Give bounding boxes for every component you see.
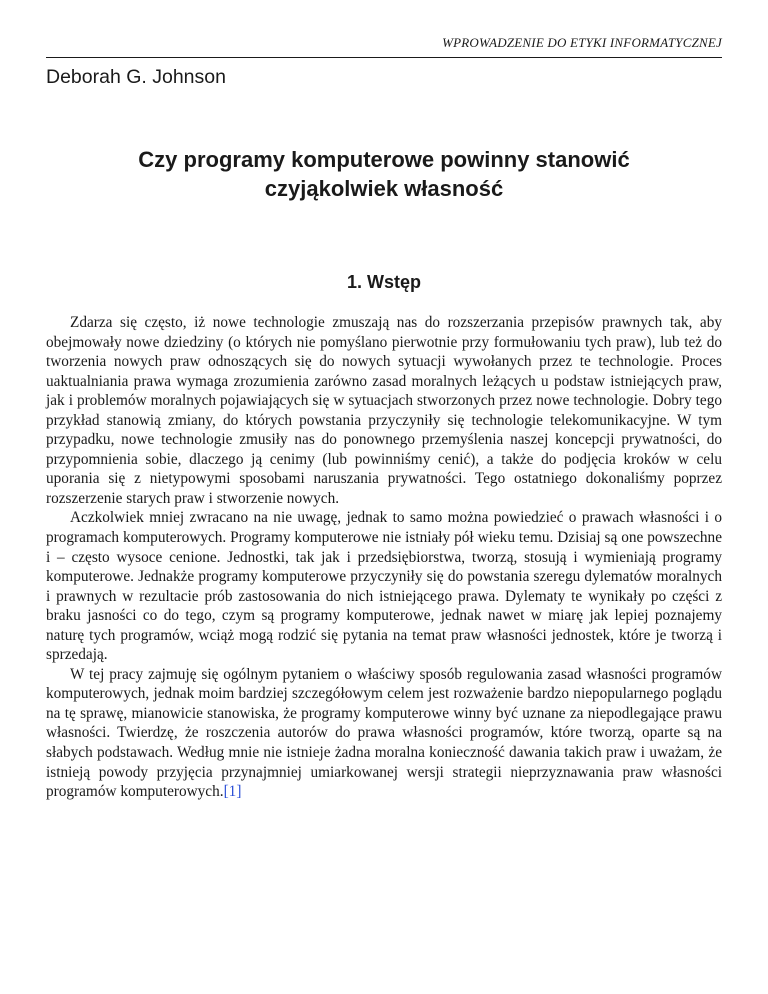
- author-name: Deborah G. Johnson: [46, 66, 226, 88]
- header-rule: [46, 57, 722, 58]
- paragraph-2: Aczkolwiek mniej zwracano na nie uwagę, jednak to samo można powiedzieć o prawach własności i o programach komputerowych. Programy komputerowe nie istniały pół wieku temu. Dzisiaj są one powszechne i – często wysoce cenione. Jednostki, tak jak i przedsiębiorstwa, tworzą, stosują i wymieniają programy komputerowe. Jednakże programy komputerowe przyczyniły się do powstania szeregu dylematów moralnych i prawnych w rezultacie prób zastosowania do nich istniejącego prawa. Dylematy te wynikały po części z braku jasności co do tego, czym są programy komputerowe, jednak nawet w miarę jak lepiej poznajemy naturę tych programów, wciąż mogą rodzić się pytania na temat praw własności jednostek, które je tworzą i sprzedają.: [46, 509, 722, 664]
- article-title-line-2: czyjąkolwiek własność: [264, 176, 504, 201]
- footnote-link[interactable]: [1]: [223, 783, 242, 801]
- section-heading: 1. Wstęp: [346, 272, 421, 292]
- body-text: [46, 313, 722, 802]
- paragraph-1: Zdarza się często, iż nowe technologie zmuszają nas do rozszerzania przepisów prawnych tak, aby obejmowały nowe dziedziny (o których nie pomyślano pierwotnie przy formułowaniu tych praw), lub też do tworzenia nowych praw odnoszących się do nowych sytuacji wywołanych przez te technologie. Proces uaktualniania prawa wymaga zrozumienia zarówno zasad moralnych leżących u podstaw istniejących praw, jak i problemów moralnych pojawiających się w sytuacjach stworzonych przez nowe technologie. Dobry tego przykład stanowią zmiany, do których powstania przyczyniły się technologie telekomunikacyjne. W tym przypadku, nowe technologie zmusiły nas do ponownego przemyślenia naszej koncepcji prywatności, do przypomnienia sobie, dlaczego ją cenimy (lub powinniśmy cenić), a także do podjęcia kroków w celu uporania się z nietypowymi sposobami naruszania prywatności. Tego ostatniego dokonaliśmy poprzez rozszerzenie starych praw i stworzenie nowych.: [46, 314, 722, 507]
- running-header: WPROWADZENIE DO ETYKI INFORMATYCZNEJ: [442, 35, 722, 50]
- article-title: [46, 145, 722, 203]
- article-title-line-1: Czy programy komputerowe powinny stanowić: [138, 147, 630, 172]
- paragraph-3-text: W tej pracy zajmuję się ogólnym pytaniem o właściwy sposób regulowania zasad własności programów komputerowych, jednak moim bardziej szczegółowym celem jest rozważenie bardzo niepopularnego poglądu na tę sprawę, mianowicie stanowiska, że programy komputerowe winny być uznane za niepodlegające prawu własności. Twierdzę, że roszczenia autorów do prawa własności programów, które tworzą, oparte są na słabych podstawach. Według mnie nie istnieje żadna moralna konieczność dawania takich praw i uważam, że istnieją powody przyjęcia przynajmniej umiarkowanej wersji strategii nieprzyznawania praw własności programów komputerowych.: [46, 665, 722, 801]
- paragraph-3: [46, 665, 722, 802]
